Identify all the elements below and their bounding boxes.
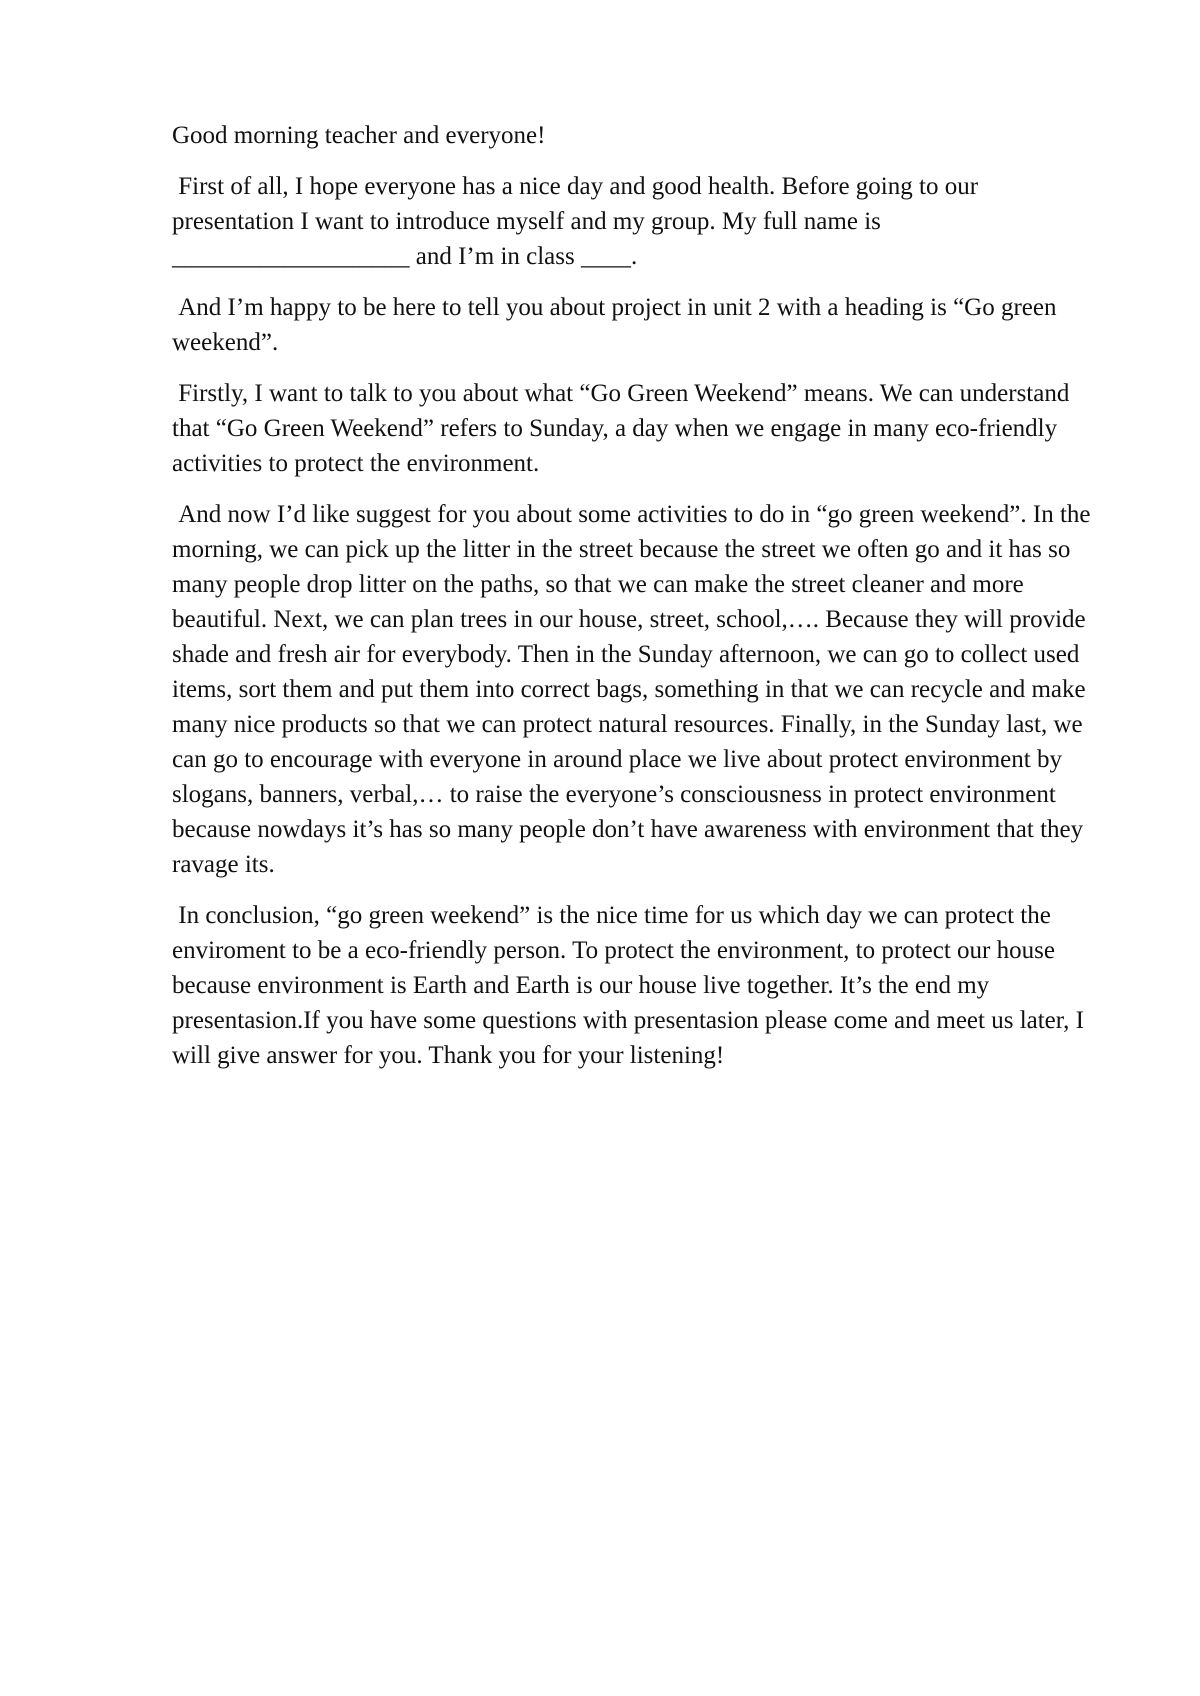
document-body — [172, 118, 1097, 1089]
activities-paragraph: And now I’d like suggest for you about some activities to do in “go green weekend”. In the morning, we can pick up the litter in the street because the street we often go and it has so many people drop litter on the paths, so that we can make the street cleaner and more beautiful. Next, we can plan trees in our house, street, school,…. Because they will provide shade and fresh air for everybody. Then in the Sunday afternoon, we can go to collect used items, sort them and put them into correct bags, something in that we can recycle and make many nice products so that we can protect natural resources. Finally, in the Sunday last, we can go to encourage with everyone in around place we live about protect environment by slogans, banners, verbal,… to raise the everyone’s consciousness in protect environment because nowdays it’s has so many people don’t have awareness with environment that they ravage its. — [172, 501, 1097, 878]
topic-paragraph: And I’m happy to be here to tell you about project in unit 2 with a heading is “Go green weekend”. — [172, 294, 1063, 356]
definition-paragraph: Firstly, I want to talk to you about what “Go Green Weekend” means. We can understand that “Go Green Weekend” refers to Sunday, a day when we engage in many eco-friendly activities to protect the environment. — [172, 380, 1076, 477]
conclusion-paragraph: In conclusion, “go green weekend” is the nice time for us which day we can protect the enviroment to be a eco-friendly person. To protect the environment, to protect our house because environment is Earth and Earth is our house live together. It’s the end my presentasion.If you have some questions with presentasion please come and meet us later, I will give answer for you. Thank you for your listening! — [172, 902, 1091, 1069]
greeting-paragraph: Good morning teacher and everyone! — [172, 122, 546, 149]
introduction-paragraph: First of all, I hope everyone has a nice day and good health. Before going to our presentation I want to introduce myself and my group. My full name is ___________________ and I’m in class ____. — [172, 173, 985, 270]
